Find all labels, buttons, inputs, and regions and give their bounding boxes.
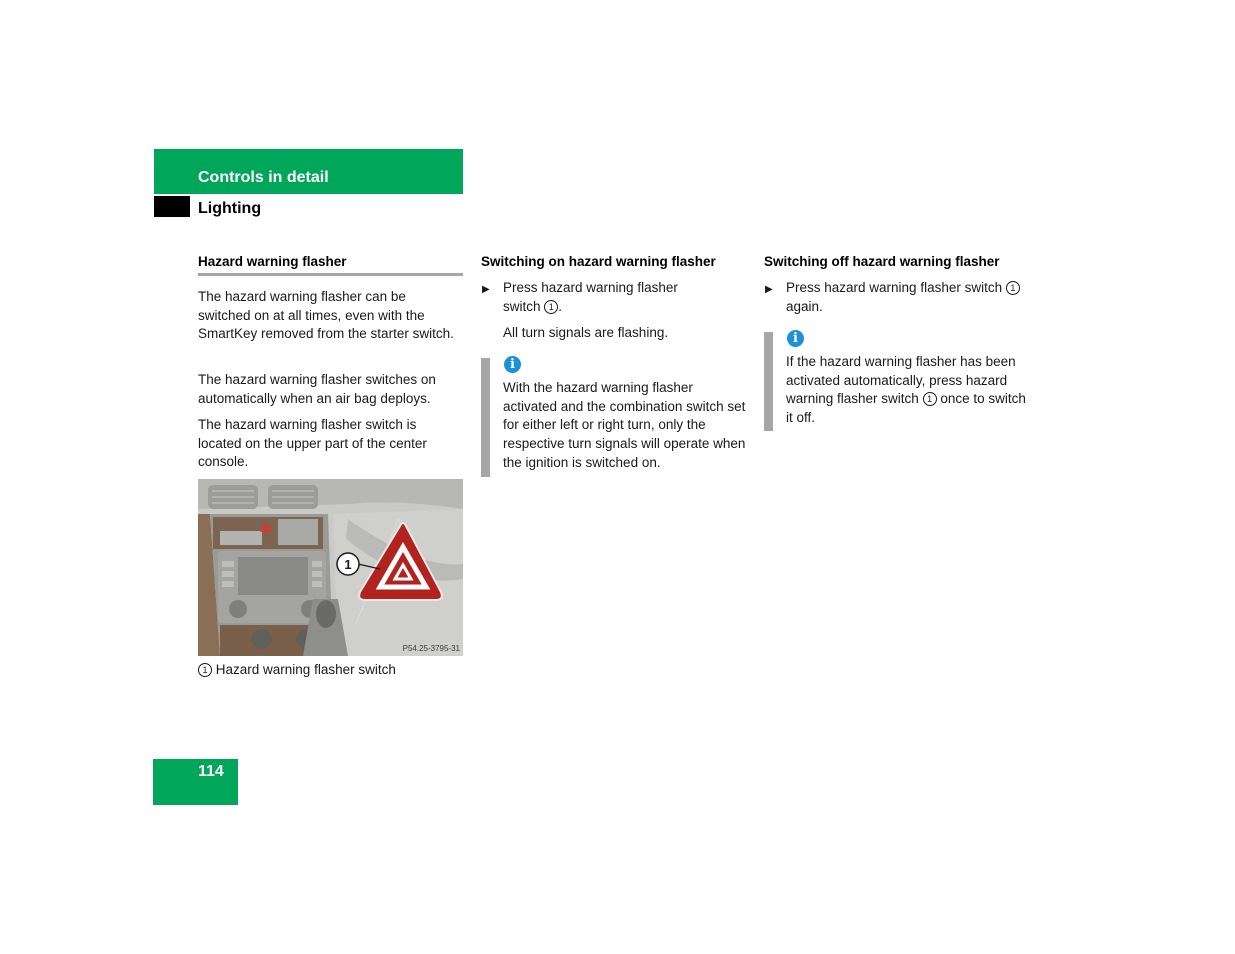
caption-text: Hazard warning flasher switch [215, 662, 396, 677]
col1-paragraph-2: The hazard warning flasher switches on automatically when an air bag deploys. [198, 372, 436, 406]
switch-off-step [786, 279, 1036, 316]
switch-off-step-ref: 1 [1006, 281, 1020, 295]
switch-off-step-end: again. [786, 298, 823, 314]
info-icon: i [787, 330, 804, 347]
heading-rule [198, 273, 463, 276]
subsection-marker [154, 196, 190, 217]
info-bar-left [481, 358, 490, 477]
subsection-title: Lighting [198, 200, 262, 217]
switch-on-step [503, 279, 708, 316]
page-number-box [153, 759, 238, 805]
switch-off-heading: Switching off hazard warning flasher [764, 254, 1000, 269]
page-number: 114 [198, 763, 224, 780]
switch-on-info-text: With the hazard warning flasher activated and the combination switch set for either left or right turn, only the respective turn signals will operate when the ignition is switched on. [503, 380, 746, 470]
col1-paragraph-1: The hazard warning flasher can be switched on at all times, even with the SmartKey removed from the starter switch. [198, 289, 454, 342]
switch-off-info-text [786, 353, 1036, 428]
step-bullet-icon: ▶ [482, 284, 490, 295]
step-bullet-icon: ▶ [765, 284, 773, 295]
photo-code: P54.25-3795-31 [402, 644, 460, 653]
switch-on-step-end: . [558, 298, 563, 314]
switch-off-info-text-1: If the hazard warning flasher has been activated automatically, press hazard warning flasher switch [786, 354, 1016, 407]
switch-off-info-text-2: once to switch it off. [786, 391, 1026, 426]
caption-callout: 1 [198, 663, 212, 677]
info-icon: i [504, 356, 521, 373]
col1-paragraph-3: The hazard warning flasher switch is located on the upper part of the center console. [198, 417, 427, 470]
hazard-heading: Hazard warning flasher [198, 254, 347, 269]
photo-caption [198, 661, 396, 680]
switch-off-step-text: Press hazard warning flasher switch [786, 280, 1003, 295]
switch-on-step-ref: 1 [544, 300, 558, 314]
switch-on-step-text: Press hazard warning flasher switch [503, 280, 678, 314]
switch-on-result: All turn signals are flashing. [503, 325, 669, 340]
switch-off-info-ref: 1 [923, 392, 937, 406]
callout-number-1: 1 [344, 557, 352, 572]
info-bar-right [764, 332, 773, 431]
section-title: Controls in detail [198, 169, 329, 186]
center-console-photo [198, 479, 463, 656]
switch-on-heading: Switching on hazard warning flasher [481, 254, 716, 269]
